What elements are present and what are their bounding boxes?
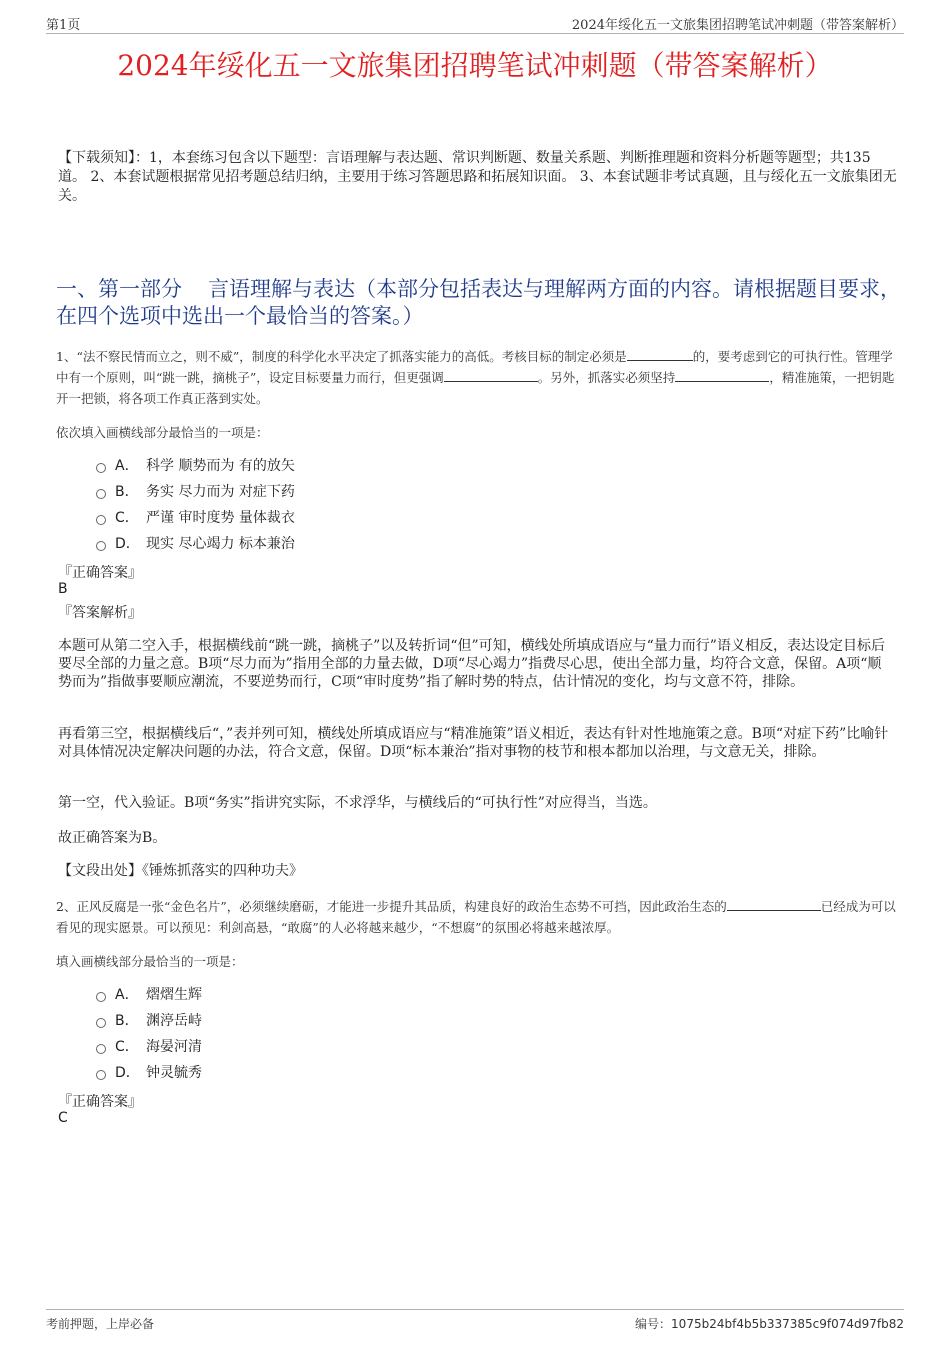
document-title: 2024年绥化五一文旅集团招聘笔试冲刺题（带答案解析） [117,49,833,82]
correct-answer: C [58,1110,68,1126]
radio-icon[interactable] [96,541,106,551]
analysis-paragraph: 再看第三空，根据横线后“，”表并列可知，横线处所填成语应与“精准施策”语义相近，表达有针对性地施策之意。B项“对症下药”比喻针对具体情况决定解决问题的办法，符合文意，保留。D项“标本兼治”指对事物的枝节和根本都加以治理，与文意无关，排除。 [58,726,889,760]
question-1-prompt: 依次填入画横线部分最恰当的一项是： [56,425,269,440]
radio-icon[interactable] [96,489,106,499]
header-doc-title: 2024年绥化五一文旅集团招聘笔试冲刺题（带答案解析） [571,18,904,33]
section-heading [56,276,901,330]
section-number: 一、第一部分 [56,277,182,301]
analysis-label: 『答案解析』 [58,605,142,621]
section-description: 言语理解与表达（本部分包括表达与理解两方面的内容。请根据题目要求，在四个选项中选出一个最恰当的答案。） [56,277,901,328]
footer-slogan: 考前押题，上岸必备 [46,1317,155,1331]
radio-icon[interactable] [96,992,106,1002]
header-divider [46,33,904,34]
radio-icon[interactable] [96,463,106,473]
source-citation: 【文段出处】《锤炼抓落实的四种功夫》 [58,863,303,879]
download-notice: 【下载须知】：1，本套练习包含以下题型：言语理解与表达题、常识判断题、数量关系题、判断推理题和资料分析题等题型；共135道。 2、本套试题根据常见招考题总结归纳，主要用于练习答题思路和拓展知识面。 3、本套试题非考试真题，且与绥化五一文旅集团无关。 [58,150,897,204]
option-b[interactable]: B． 渊渟岳峙 [96,1008,202,1034]
radio-icon[interactable] [96,1070,106,1080]
question-1-options [96,453,295,557]
option-d[interactable]: D． 钟灵毓秀 [96,1060,202,1086]
option-c[interactable]: C． 严谨 审时度势 量体裁衣 [96,505,295,531]
fill-blank-2 [444,368,538,382]
document-code: 编号：1075b24bf4b5b337385c9f074d97fb82 [635,1317,904,1331]
page-header [46,14,904,34]
analysis-paragraph: 本题可从第二空入手，根据横线前“跳一跳，摘桃子”以及转折词“但”可知，横线处所填成语应与“量力而行”语义相反，表达设定目标后要尽全部的力量之意。B项“尽力而为”指用全部的力量去做，D项“尽心竭力”指费尽心思，使出全部力量，均符合文意，保留。A项“顺势而为”指做事要顺应潮流，不要逆势而行，C项“审时度势”指了解时势的特点，估计情况的变化，均与文意不符，排除。 [58,638,885,690]
radio-icon[interactable] [96,515,106,525]
option-a[interactable]: A． 熠熠生辉 [96,982,202,1008]
analysis-paragraph: 第一空，代入验证。B项“务实”指讲究实际，不求浮华，与横线后的“可执行性”对应得当，当选。 [58,795,657,811]
correct-answer: B [58,581,68,597]
question-1-stem: 1、“法不察民情而立之，则不威”，制度的科学化水平决定了抓落实能力的高低。考核目标的制定必须是 的，要考虑到它的可执行性。管理学中有一个原则，叫“跳一跳，摘桃子”，设定目标要量力而行，但更强调 。另外，抓落实必须坚持 ，精准施策，一把钥匙开一把锁，将各项工作真正落到实处。 [56,349,895,406]
page-number: 第1页 [46,18,81,33]
option-d[interactable]: D． 现实 尽心竭力 标本兼治 [96,531,295,557]
fill-blank-1 [727,897,821,911]
footer-divider [46,1309,904,1310]
question-2-options [96,982,202,1086]
fill-blank-3 [675,368,769,382]
correct-answer-label: 『正确答案』 [58,565,142,581]
radio-icon[interactable] [96,1018,106,1028]
correct-answer-label: 『正确答案』 [58,1094,142,1110]
option-a[interactable]: A． 科学 顺势而为 有的放矢 [96,453,295,479]
option-b[interactable]: B． 务实 尽力而为 对症下药 [96,479,295,505]
option-c[interactable]: C． 海晏河清 [96,1034,202,1060]
analysis-conclusion: 故正确答案为B。 [58,830,167,846]
radio-icon[interactable] [96,1044,106,1054]
question-2-prompt: 填入画横线部分最恰当的一项是： [56,954,244,969]
question-2-stem: 2、正风反腐是一张“金色名片”，必须继续磨砺，才能进一步提升其品质，构建良好的政治生态势不可挡，因此政治生态的 已经成为可以看见的现实愿景。可以预见：利剑高悬，“敢腐”的人必将越来越少，“不想腐”的氛围必将越来越浓厚。 [56,899,896,935]
fill-blank-1 [627,347,693,361]
